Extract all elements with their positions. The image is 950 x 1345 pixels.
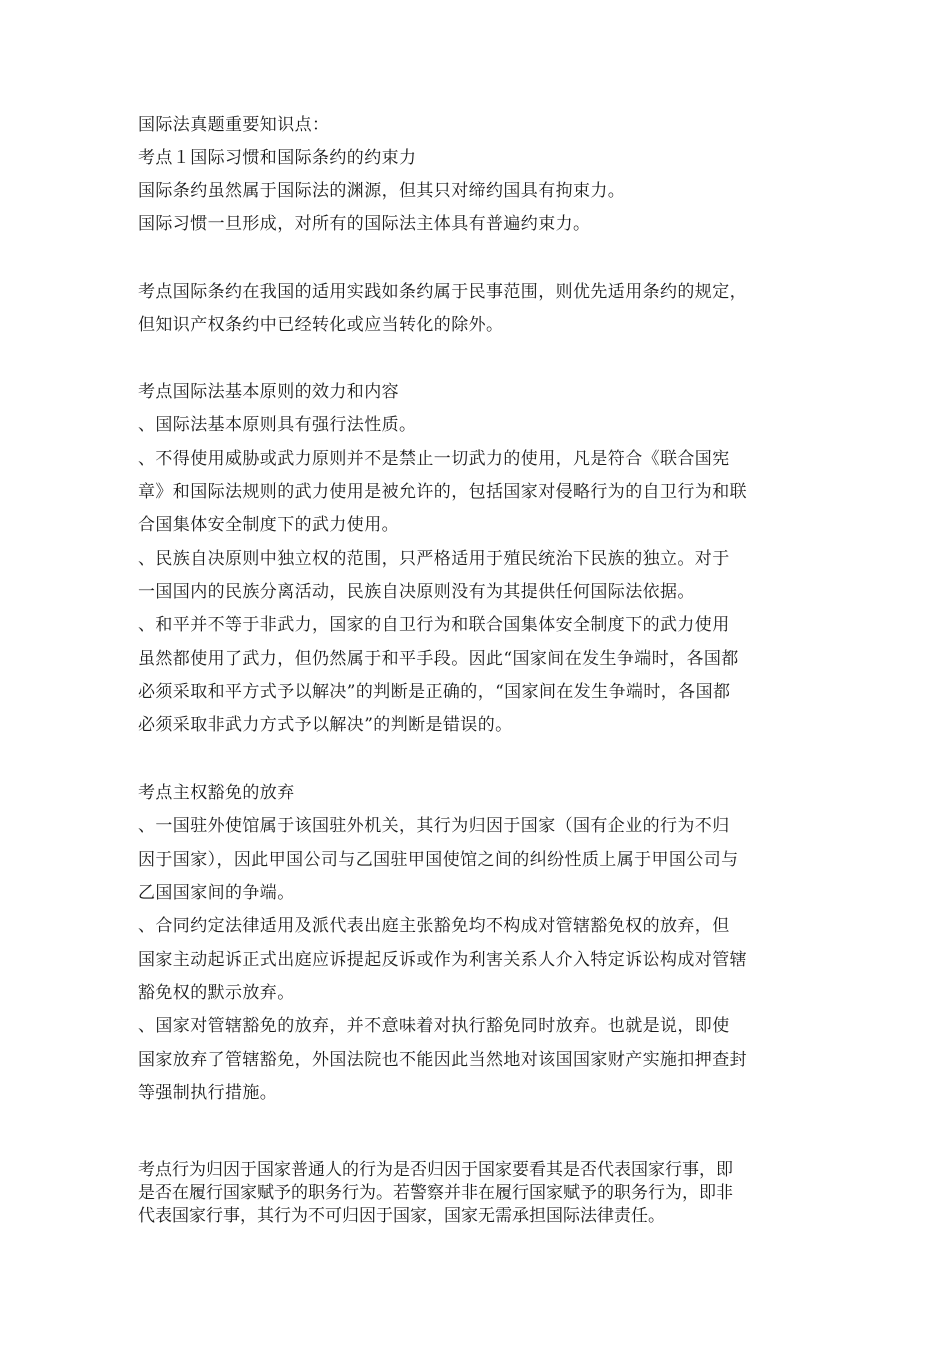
section4-item3-line-3: 等强制执行措施。 [138,1083,278,1103]
section3-item4-line-1: 、和平并不等于非武力，国家的自卫行为和联合国集体安全制度下的武力使用 [138,615,730,635]
section3-item4-line-2: 虽然都使用了武力，但仍然属于和平手段。因此“国家间在发生争端时，各国都 [138,649,739,669]
section5-line-1: 考点行为归因于国家普通人的行为是否归因于国家要看其是否代表国家行事，即 [138,1160,733,1180]
section3-item3-line-2: 一国国内的民族分离活动，民族自决原则没有为其提供任何国际法依据。 [138,582,695,602]
section3-item2-line-3: 合国集体安全制度下的武力使用。 [138,515,399,535]
topic1-title: 考点１国际习惯和国际条约的约束力 [138,148,417,168]
section3-item3-line-1: 、民族自决原则中独立权的范围，只严格适用于殖民统治下民族的独立。对于 [138,549,730,569]
topic1-line-1: 国际条约虽然属于国际法的渊源，但其只对缔约国具有拘束力。 [138,181,626,201]
section3-item2-line-2: 章》和国际法规则的武力使用是被允许的，包括国家对侵略行为的自卫行为和联 [138,482,747,502]
section4-item1-line-3: 乙国国家间的争端。 [138,883,295,903]
section4-item1-line-1: 、一国驻外使馆属于该国驻外机关，其行为归因于国家（国有企业的行为不归 [138,816,730,836]
section5-line-3: 代表国家行事，其行为不可归因于国家，国家无需承担国际法律责任。 [138,1206,665,1226]
section3-title: 考点国际法基本原则的效力和内容 [138,382,399,402]
section4-item2-line-1: 、合同约定法律适用及派代表出庭主张豁免均不构成对管辖豁免权的放弃，但 [138,916,730,936]
section4-item3-line-1: 、国家对管辖豁免的放弃，并不意味着对执行豁免同时放弃。也就是说，即使 [138,1016,730,1036]
section4-item2-line-2: 国家主动起诉正式出庭应诉提起反诉或作为利害关系人介入特定诉讼构成对管辖 [138,950,747,970]
section4-item3-line-2: 国家放弃了管辖豁免，外国法院也不能因此当然地对该国国家财产实施扣押查封 [138,1050,747,1070]
section3-item4-line-4: 必须采取非武力方式予以解决”的判断是错误的。 [138,715,513,735]
document-heading: 国际法真题重要知识点： [138,115,330,135]
section4-item2-line-3: 豁免权的默示放弃。 [138,983,295,1003]
section2-line-1: 考点国际条约在我国的适用实践如条约属于民事范围，则优先适用条约的规定， [138,282,747,302]
section4-item1-line-2: 因于国家），因此甲国公司与乙国驻甲国使馆之间的纠纷性质上属于甲国公司与 [138,850,739,870]
topic1-line-2: 国际习惯一旦形成，对所有的国际法主体具有普遍约束力。 [138,214,591,234]
section2-line-2: 但知识产权条约中已经转化或应当转化的除外。 [138,315,504,335]
section3-item4-line-3: 必须采取和平方式予以解决”的判断是正确的，“国家间在发生争端时，各国都 [138,682,731,702]
section3-item1-line-1: 、国际法基本原则具有强行法性质。 [138,415,417,435]
section3-item2-line-1: 、不得使用威胁或武力原则并不是禁止一切武力的使用，凡是符合《联合国宪 [138,449,730,469]
section5-line-2: 是否在履行国家赋予的职务行为。若警察并非在履行国家赋予的职务行为，即非 [138,1183,733,1203]
section4-title: 考点主权豁免的放弃 [138,783,295,803]
